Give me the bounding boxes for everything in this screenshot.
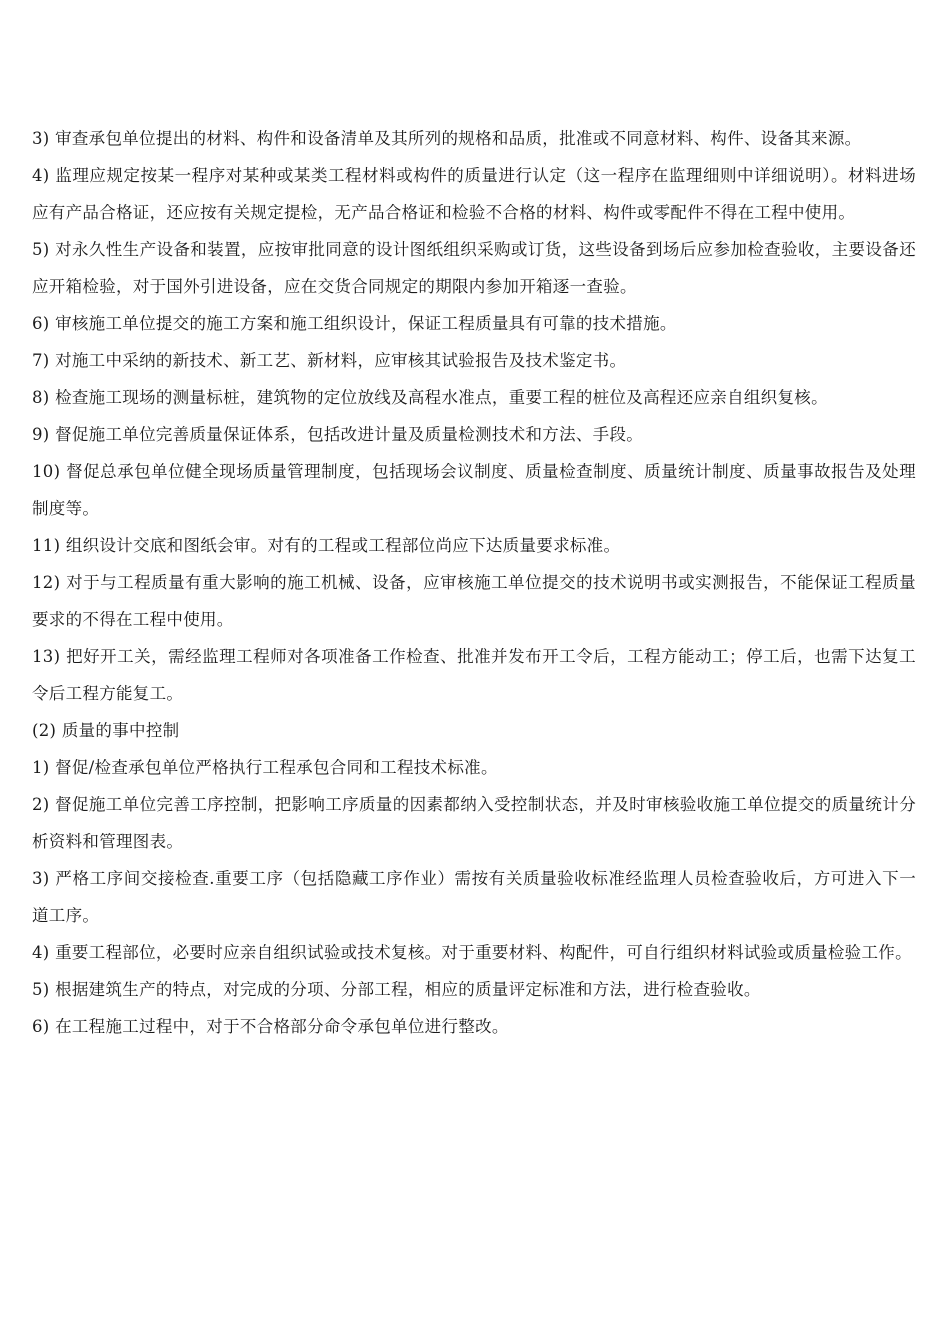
paragraph-item-5-equipment-inspection: 5) 对永久性生产设备和装置，应按审批同意的设计图纸组织采购或订货，这些设备到场后应参加检查验收，主要设备还应开箱检验，对于国外引进设备，应在交货合同规定的期限内参加开箱逐一查验。: [32, 240, 916, 296]
paragraph-item-7-new-technology: 7) 对施工中采纳的新技术、新工艺、新材料，应审核其试验报告及技术鉴定书。: [32, 351, 627, 370]
section-heading-in-process-control: (2) 质量的事中控制: [32, 721, 180, 740]
document-body: [32, 120, 916, 1045]
paragraph-item-4-quality-certification: 4) 监理应规定按某一程序对某种或某类工程材料或构件的质量进行认定（这一程序在监理细则中详细说明）。材料进场应有产品合格证，还应按有关规定提检，无产品合格证和检验不合格的材料、构件或零配件不得在工程中使用。: [32, 166, 916, 222]
paragraph-item-3-handover-inspection: 3) 严格工序间交接检查.重要工序（包括隐藏工序作业）需按有关质量验收标准经监理人员检查验收后，方可进入下一道工序。: [32, 869, 916, 925]
paragraph-item-6-rectification: 6) 在工程施工过程中，对于不合格部分命令承包单位进行整改。: [32, 1017, 509, 1036]
paragraph-item-4-key-parts-testing: 4) 重要工程部位，必要时应亲自组织试验或技术复核。对于重要材料、构配件，可自行组织材料试验或质量检验工作。: [32, 943, 912, 962]
paragraph-item-12-machinery-review: 12) 对于与工程质量有重大影响的施工机械、设备，应审核施工单位提交的技术说明书或实测报告，不能保证工程质量要求的不得在工程中使用。: [32, 573, 916, 629]
paragraph-item-1-contract-compliance: 1) 督促/检查承包单位严格执行工程承包合同和工程技术标准。: [32, 758, 498, 777]
paragraph-item-2-process-control: 2) 督促施工单位完善工序控制，把影响工序质量的因素都纳入受控制状态，并及时审核验收施工单位提交的质量统计分析资料和管理图表。: [32, 795, 916, 851]
paragraph-item-10-site-management: 10) 督促总承包单位健全现场质量管理制度，包括现场会议制度、质量检查制度、质量统计制度、质量事故报告及处理制度等。: [32, 462, 916, 518]
paragraph-item-11-design-briefing: 11) 组织设计交底和图纸会审。对有的工程或工程部位尚应下达质量要求标准。: [32, 536, 621, 555]
paragraph-item-5-acceptance-check: 5) 根据建筑生产的特点，对完成的分项、分部工程，相应的质量评定标准和方法，进行检查验收。: [32, 980, 761, 999]
paragraph-item-8-survey-stakes: 8) 检查施工现场的测量标桩，建筑物的定位放线及高程水准点，重要工程的桩位及高程还应亲自组织复核。: [32, 388, 828, 407]
paragraph-item-6-construction-plan: 6) 审核施工单位提交的施工方案和施工组织设计，保证工程质量具有可靠的技术措施。: [32, 314, 677, 333]
paragraph-item-3-materials-review: 3) 审查承包单位提出的材料、构件和设备清单及其所列的规格和品质，批准或不同意材料、构件、设备其来源。: [32, 129, 862, 148]
paragraph-item-9-quality-system: 9) 督促施工单位完善质量保证体系，包括改进计量及质量检测技术和方法、手段。: [32, 425, 644, 444]
paragraph-item-13-commencement: 13) 把好开工关，需经监理工程师对各项准备工作检查、批准并发布开工令后，工程方能动工；停工后，也需下达复工令后工程方能复工。: [32, 647, 916, 703]
